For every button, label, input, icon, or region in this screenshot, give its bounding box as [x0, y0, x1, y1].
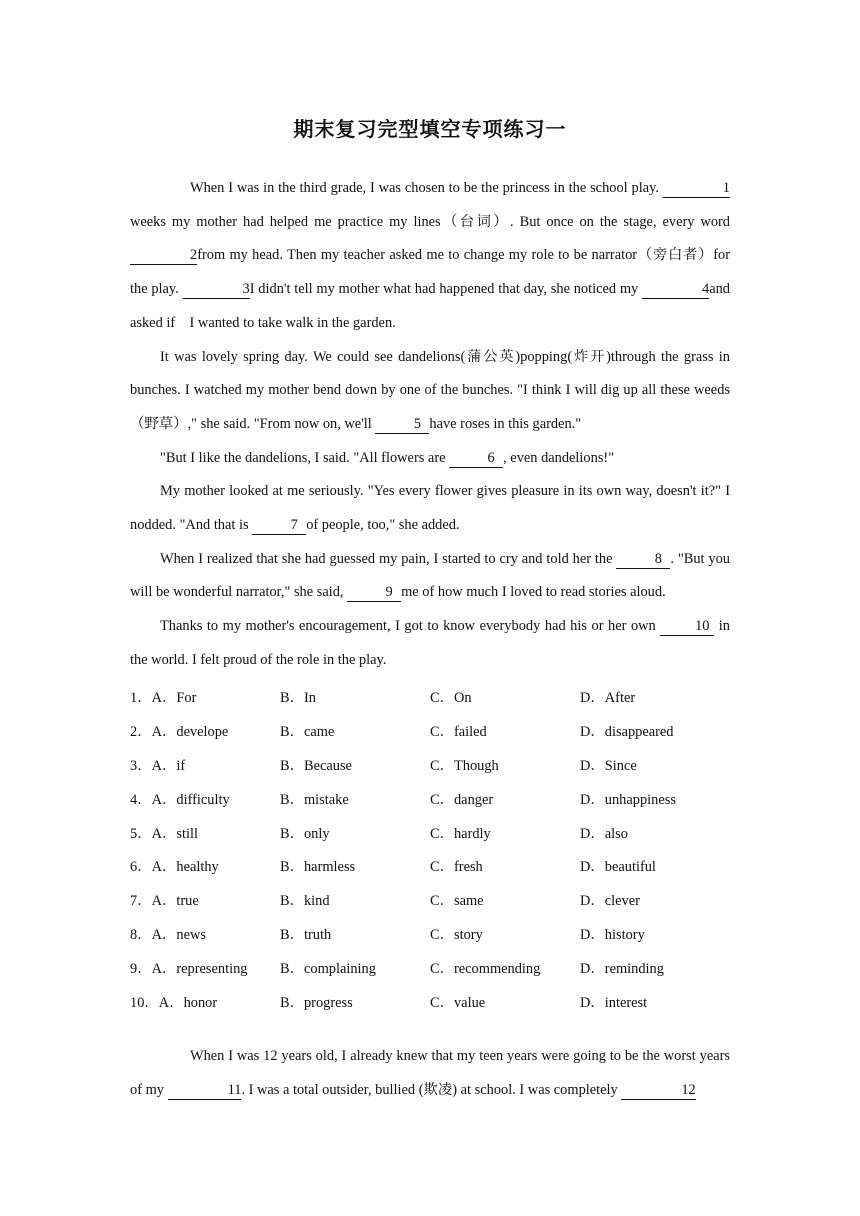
blank-8: 8	[616, 550, 670, 569]
question-number: 7．	[130, 893, 152, 910]
option-a-text: A．difficulty	[151, 791, 230, 808]
text-run: and asked if I wanted to take walk in the garden.	[130, 281, 730, 331]
text-run: in the world. I felt proud of the role in the play.	[130, 618, 730, 668]
blank-5: 5	[375, 415, 429, 434]
text-run: It was lovely spring day. We could see dandelions(蒲公英)popping(炸开)through the grass in bunches. I watched my mother bend down by one of the bunches. "I think I will dig up all these weeds（野草）," she said. "From now on, we'll	[130, 348, 730, 432]
passage-1-paragraph-2	[130, 341, 730, 442]
option-a-text: A．still	[151, 825, 198, 842]
option-row-6	[130, 849, 750, 883]
option-a-text: A．honor	[158, 994, 218, 1011]
option-row-9	[130, 950, 750, 984]
option-b: B．complaining	[280, 960, 376, 977]
option-d: D．clever	[580, 893, 640, 910]
option-row-8	[130, 917, 750, 951]
text-run: of people, too," she added.	[306, 517, 460, 534]
text-run: have roses in this garden."	[429, 415, 582, 432]
page-title: 期末复习完型填空专项练习一	[293, 117, 567, 141]
passage-1-paragraph-6	[130, 610, 730, 677]
text-run: When I was in the third grade, I was chosen to be the princess in the school play.	[190, 180, 663, 196]
option-a-text: A．representing	[151, 960, 248, 977]
text-run: . "But you will be wonderful narrator," she said,	[130, 550, 730, 601]
option-row-2	[130, 714, 750, 748]
option-d: D．disappeared	[580, 724, 674, 741]
option-b: B．kind	[280, 893, 330, 910]
option-c: C．same	[430, 893, 484, 910]
text-run: I didn't tell my mother what had happened that day, she noticed my	[249, 281, 643, 298]
question-number: 10．	[130, 994, 159, 1011]
option-row-5	[130, 815, 750, 849]
blank-6: 6	[449, 449, 503, 468]
option-c: C．hardly	[430, 825, 491, 842]
option-a-text: A．if	[151, 757, 186, 774]
blank-12: 12	[621, 1081, 695, 1100]
option-a-text: A．develope	[151, 724, 229, 741]
question-number: 1．	[130, 690, 152, 707]
option-d: D．interest	[580, 994, 648, 1011]
option-a	[130, 754, 280, 775]
option-a	[130, 923, 280, 944]
option-a	[130, 855, 280, 876]
passage-1-paragraph-4	[130, 475, 730, 542]
option-row-4	[130, 781, 750, 815]
option-c: C．value	[430, 994, 486, 1011]
blank-3: 3	[183, 280, 250, 299]
option-c: C．fresh	[430, 859, 483, 876]
option-d: D．also	[580, 825, 628, 842]
question-number: 6．	[130, 859, 152, 876]
passage-2-paragraph-1	[130, 1040, 730, 1107]
option-row-7	[130, 883, 750, 917]
text-run: "But I like the dandelions, I said. "All flowers are	[160, 449, 450, 466]
option-a	[130, 686, 280, 707]
passage-1-paragraph-3	[130, 442, 730, 476]
question-number: 2．	[130, 724, 152, 741]
option-a	[130, 822, 280, 843]
blank-1: 1	[663, 179, 730, 198]
option-b: B．harmless	[280, 859, 356, 876]
option-b: B．Because	[280, 757, 352, 774]
blank-4: 4	[642, 280, 709, 299]
option-d: D．After	[580, 690, 636, 707]
option-c: C．recommending	[430, 960, 541, 977]
option-d: D．history	[580, 926, 645, 943]
passage-2	[130, 1040, 730, 1107]
text-run: me of how much I loved to read stories aloud.	[401, 584, 666, 601]
text-run: When I realized that she had guessed my pain, I started to cry and told her the	[160, 550, 617, 567]
option-b: B．mistake	[280, 791, 349, 808]
text-run: . I was a total outsider, bullied (欺凌) at school. I was completely	[241, 1081, 622, 1098]
question-number: 3．	[130, 757, 152, 774]
option-d: D．reminding	[580, 960, 664, 977]
option-b: B．only	[280, 825, 330, 842]
option-a	[130, 991, 280, 1012]
option-row-3	[130, 748, 750, 782]
option-d: D．Since	[580, 757, 637, 774]
text-run: from my head. Then my teacher asked me to change my role to be narrator（旁白者）for the play.	[130, 247, 730, 298]
text-run: When I was 12 years old, I already knew that my teen years were going to be the worst years of my	[130, 1048, 730, 1098]
option-a	[130, 788, 280, 809]
text-run: weeks my mother had helped me practice my lines（台词）. But once on the stage, every word	[130, 213, 730, 230]
passage-1-paragraph-1	[130, 172, 730, 341]
text-run: Thanks to my mother's encouragement, I got to know everybody had his or her own	[160, 618, 661, 635]
option-a	[130, 720, 280, 741]
answer-options	[130, 680, 750, 1018]
blank-10: 10	[660, 617, 714, 636]
passage-1	[130, 172, 730, 678]
question-number: 4．	[130, 791, 152, 808]
blank-2: 2	[130, 246, 197, 265]
option-c: C．story	[430, 926, 483, 943]
option-c: C．danger	[430, 791, 494, 808]
option-a	[130, 889, 280, 910]
blank-7: 7	[252, 516, 306, 535]
option-row-10	[130, 984, 750, 1018]
option-a	[130, 957, 280, 978]
option-row-1	[130, 680, 750, 714]
blank-9: 9	[347, 583, 401, 602]
blank-11: 11	[168, 1081, 242, 1100]
question-number: 5．	[130, 825, 152, 842]
option-d: D．beautiful	[580, 859, 656, 876]
text-run: My mother looked at me seriously. "Yes every flower gives pleasure in its own way, doesn't it?" I nodded. "And that is	[130, 483, 730, 534]
option-a-text: A．true	[151, 893, 199, 910]
question-number: 8．	[130, 926, 152, 943]
option-d: D．unhappiness	[580, 791, 676, 808]
option-a-text: A．news	[151, 926, 206, 943]
option-b: B．truth	[280, 926, 332, 943]
option-b: B．In	[280, 690, 316, 707]
option-a-text: A．For	[151, 690, 197, 707]
option-c: C．Though	[430, 757, 499, 774]
question-number: 9．	[130, 960, 152, 977]
option-a-text: A．healthy	[151, 859, 219, 876]
option-b: B．came	[280, 724, 335, 741]
option-c: C．On	[430, 690, 472, 707]
text-run: , even dandelions!"	[503, 449, 615, 466]
passage-1-paragraph-5	[130, 543, 730, 610]
option-b: B．progress	[280, 994, 353, 1011]
option-c: C．failed	[430, 724, 487, 741]
